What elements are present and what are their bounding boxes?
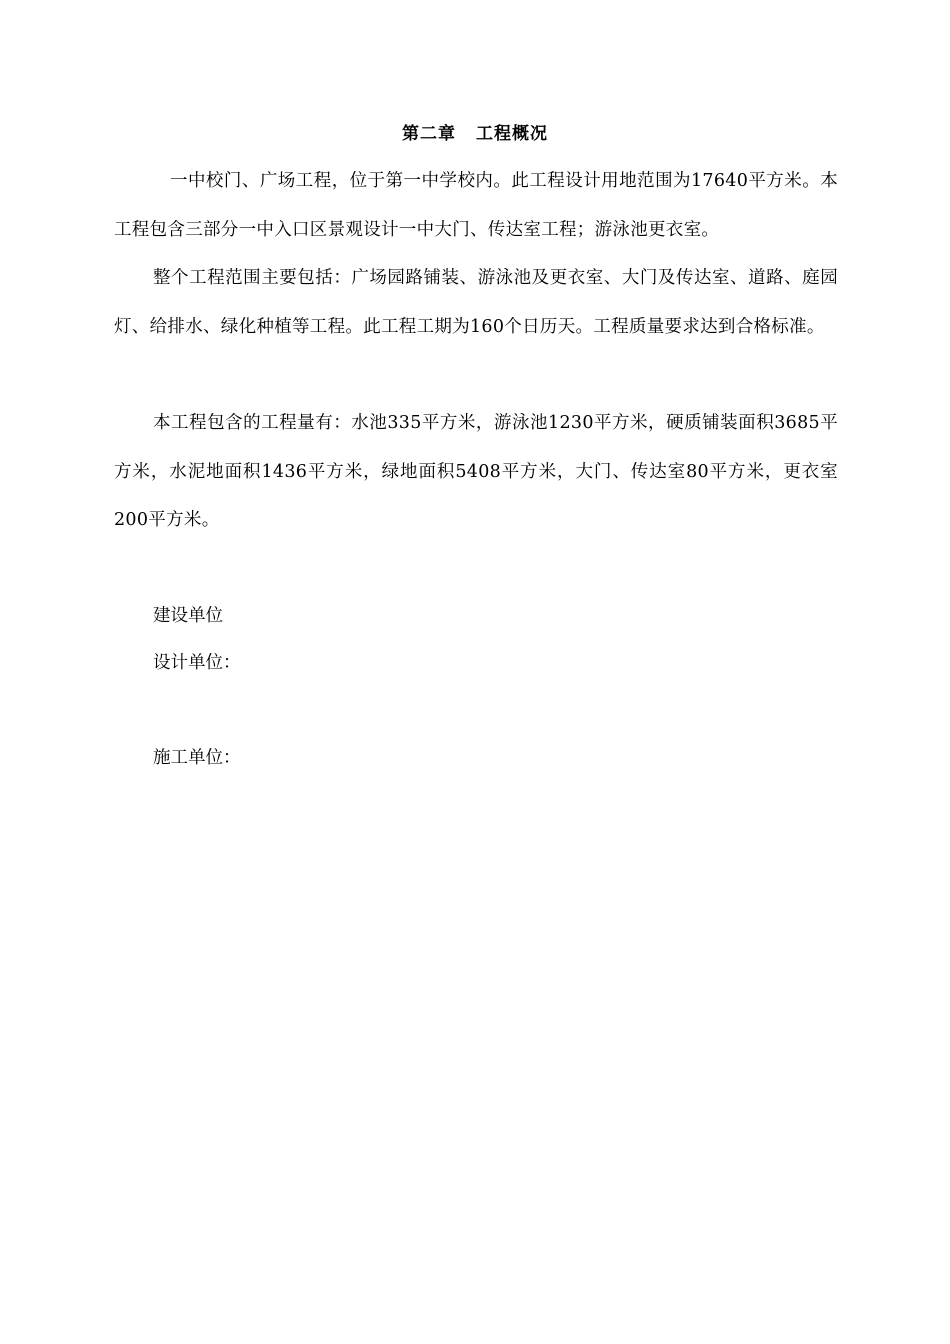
paragraph-project-location: 一中校门、广场工程，位于第一中学校内。此工程设计用地范围为17640平方米。本工程包含三部分一中入口区景观设计一中大门、传达室工程；游泳池更衣室。 — [114, 171, 838, 240]
construction-unit-label: 建设单位 — [153, 606, 223, 626]
chapter-title: 工程概况 — [476, 124, 548, 144]
paragraph-project-quantities: 本工程包含的工程量有：水池335平方米，游泳池1230平方米，硬质铺装面积3685平方米，水泥地面积1436平方米，绿地面积5408平方米，大门、传达室80平方米，更衣室200平方米。 — [114, 413, 838, 530]
chapter-heading — [0, 120, 950, 148]
chapter-number: 第二章 — [402, 124, 456, 144]
builder-unit-label: 施工单位： — [153, 748, 241, 768]
paragraph-project-scope: 整个工程范围主要包括：广场园路铺装、游泳池及更衣室、大门及传达室、道路、庭园灯、给排水、绿化种植等工程。此工程工期为160个日历天。工程质量要求达到合格标准。 — [114, 268, 838, 337]
design-unit-label: 设计单位： — [153, 653, 241, 673]
